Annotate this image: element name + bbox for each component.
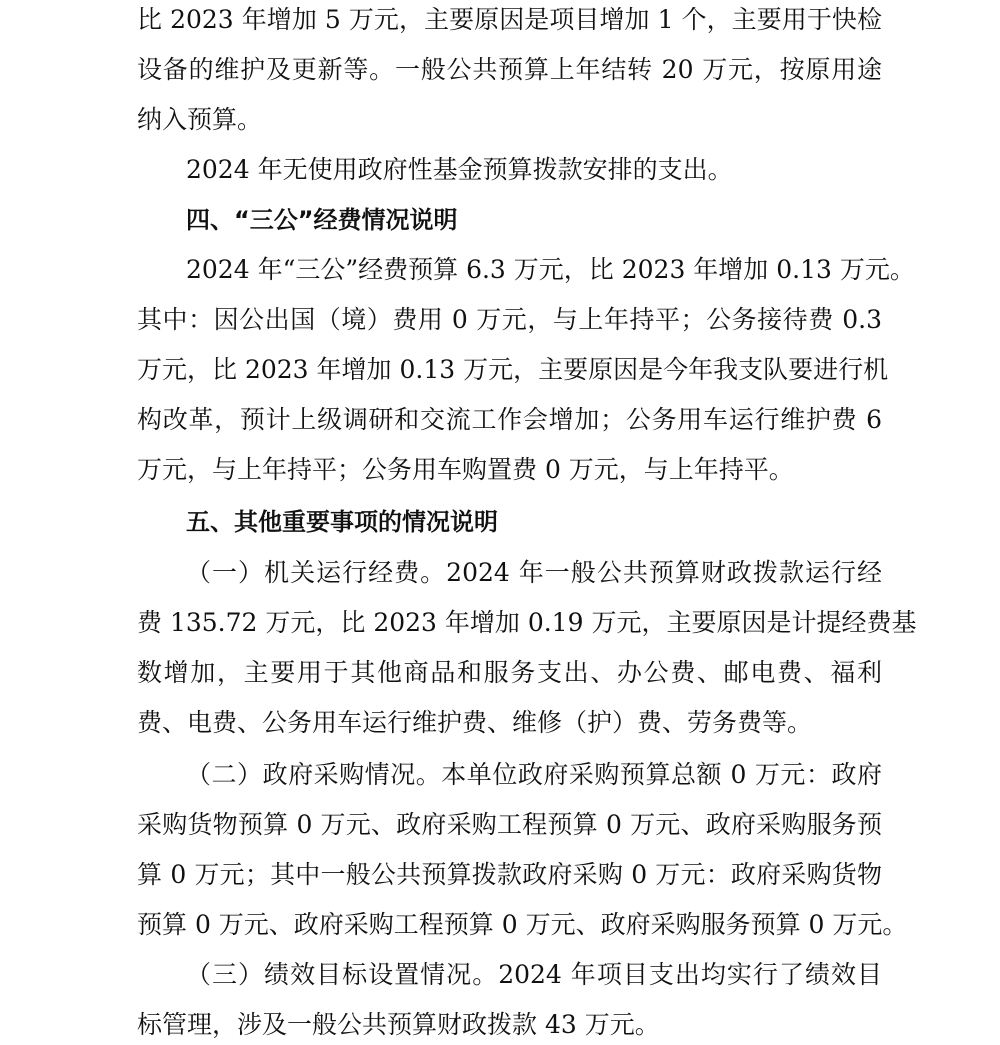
paragraph-line: 比 2023 年增加 5 万元，主要原因是项目增加 1 个，主要用于快检 — [137, 5, 882, 34]
paragraph-line: 构改革，预计上级调研和交流工作会增加；公务用车运行维护费 6 — [137, 405, 882, 434]
paragraph-line: 标管理，涉及一般公共预算财政拨款 43 万元。 — [137, 1010, 660, 1039]
paragraph-line: （三）绩效目标设置情况。2024 年项目支出均实行了绩效目 — [186, 960, 882, 989]
paragraph-line: 设备的维护及更新等。一般公共预算上年结转 20 万元，按原用途 — [137, 55, 882, 84]
paragraph-line: 2024 年无使用政府性基金预算拨款安排的支出。 — [186, 155, 733, 184]
paragraph-line: 纳入预算。 — [137, 105, 263, 134]
section-heading: 五、其他重要事项的情况说明 — [186, 508, 498, 536]
paragraph-line: 费、电费、公务用车运行维护费、维修（护）费、劳务费等。 — [137, 708, 813, 737]
paragraph-line: 预算 0 万元、政府采购工程预算 0 万元、政府采购服务预算 0 万元。 — [137, 910, 908, 939]
paragraph-line: 算 0 万元；其中一般公共预算拨款政府采购 0 万元：政府采购货物 — [137, 860, 882, 889]
paragraph-line: （二）政府采购情况。本单位政府采购预算总额 0 万元：政府 — [186, 760, 882, 789]
paragraph-line: 采购货物预算 0 万元、政府采购工程预算 0 万元、政府采购服务预 — [137, 810, 882, 839]
paragraph-line: 万元，比 2023 年增加 0.13 万元，主要原因是今年我支队要进行机 — [137, 355, 889, 384]
paragraph-line: 其中：因公出国（境）费用 0 万元，与上年持平；公务接待费 0.3 — [137, 305, 882, 334]
paragraph-line: 费 135.72 万元，比 2023 年增加 0.19 万元，主要原因是计提经费基 — [137, 608, 917, 637]
paragraph-line: 万元，与上年持平；公务用车购置费 0 万元，与上年持平。 — [137, 455, 794, 484]
paragraph-line: 2024 年“三公”经费预算 6.3 万元，比 2023 年增加 0.13 万元。 — [186, 255, 915, 284]
section-heading: 四、“三公”经费情况说明 — [186, 206, 458, 234]
paragraph-line: （一）机关运行经费。2024 年一般公共预算财政拨款运行经 — [186, 558, 882, 587]
paragraph-line: 数增加，主要用于其他商品和服务支出、办公费、邮电费、福利 — [137, 658, 882, 687]
